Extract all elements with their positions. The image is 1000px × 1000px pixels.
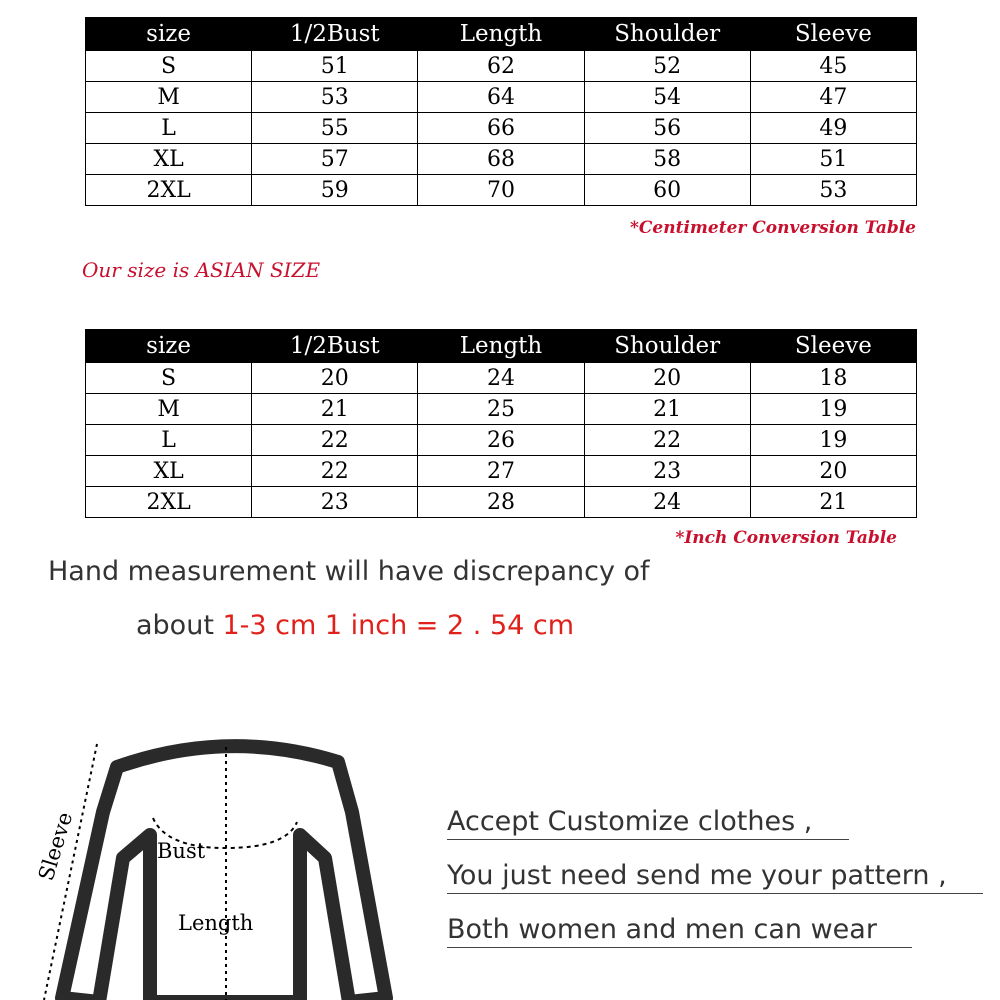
measurement-cell: 24 [584,487,750,518]
measurement-cell: 53 [750,175,916,206]
header-sleeve: Sleeve [750,330,916,363]
measurement-cell: 60 [584,175,750,206]
header-half-bust: 1/2Bust [252,18,418,51]
length-label: Length [178,911,254,935]
header-half-bust: 1/2Bust [252,330,418,363]
bust-label: Bust [157,839,206,863]
size-cell: S [86,51,252,82]
table-row [86,456,917,487]
header-size: size [86,18,252,51]
header-shoulder: Shoulder [584,18,750,51]
measurement-cell: 59 [252,175,418,206]
size-cell: M [86,82,252,113]
measurement-cell: 22 [252,425,418,456]
measurement-cell: 19 [750,394,916,425]
table-row [86,82,917,113]
measurement-cell: 23 [252,487,418,518]
measurement-cell: 70 [418,175,584,206]
measurement-cell: 55 [252,113,418,144]
measurement-cell: 22 [252,456,418,487]
asian-size-note: Our size is ASIAN SIZE [82,258,321,282]
measurement-cell: 20 [750,456,916,487]
sleeve-label: Sleeve [33,809,78,884]
measurement-cell: 19 [750,425,916,456]
measurement-cell: 51 [252,51,418,82]
measurement-cell: 21 [750,487,916,518]
size-cell: 2XL [86,175,252,206]
measurement-cell: 58 [584,144,750,175]
measurement-cell: 54 [584,82,750,113]
measurement-cell: 47 [750,82,916,113]
measurement-cell: 18 [750,363,916,394]
header-length: Length [418,18,584,51]
size-cell: M [86,394,252,425]
inch-table-note: *Inch Conversion Table [675,528,897,548]
measurement-cell: 66 [418,113,584,144]
measurement-cell: 20 [252,363,418,394]
measurement-cell: 20 [584,363,750,394]
shirt-outline [62,746,386,1000]
measurement-cell: 26 [418,425,584,456]
size-cell: XL [86,456,252,487]
header-length: Length [418,330,584,363]
measurement-cell: 53 [252,82,418,113]
measurement-cell: 57 [252,144,418,175]
measurement-prefix: about [136,610,223,641]
measurement-cell: 52 [584,51,750,82]
measurement-cell: 68 [418,144,584,175]
table-row [86,144,917,175]
measurement-cell: 45 [750,51,916,82]
table-header-row [86,18,917,51]
header-size: size [86,330,252,363]
garment-measurement-diagram [0,730,420,1000]
table-row [86,363,917,394]
measurement-highlight: 1-3 cm 1 inch = 2 . 54 cm [222,610,575,641]
measurement-cell: 22 [584,425,750,456]
measurement-cell: 49 [750,113,916,144]
measurement-cell: 21 [584,394,750,425]
header-shoulder: Shoulder [584,330,750,363]
table-row [86,175,917,206]
customize-line-2: You just need send me your pattern , [447,860,983,894]
centimeter-table-note: *Centimeter Conversion Table [630,218,916,238]
measurement-cell: 24 [418,363,584,394]
table-row [86,394,917,425]
header-sleeve: Sleeve [750,18,916,51]
inch-size-table [85,329,917,518]
size-cell: S [86,363,252,394]
centimeter-size-table [85,17,917,206]
measurement-cell: 62 [418,51,584,82]
measurement-cell: 28 [418,487,584,518]
measurement-note-line-1: Hand measurement will have discrepancy of [48,556,650,587]
measurement-cell: 56 [584,113,750,144]
measurement-cell: 23 [584,456,750,487]
measurement-cell: 21 [252,394,418,425]
measurement-note-line-2 [136,610,574,641]
measurement-cell: 64 [418,82,584,113]
size-cell: L [86,113,252,144]
measurement-cell: 25 [418,394,584,425]
table-row [86,51,917,82]
size-cell: 2XL [86,487,252,518]
measurement-cell: 51 [750,144,916,175]
size-cell: L [86,425,252,456]
table-row [86,113,917,144]
measurement-cell: 27 [418,456,584,487]
table-row [86,425,917,456]
size-cell: XL [86,144,252,175]
customize-line-3: Both women and men can wear [447,914,912,948]
customize-line-1: Accept Customize clothes , [447,806,849,840]
table-header-row [86,330,917,363]
table-row [86,487,917,518]
